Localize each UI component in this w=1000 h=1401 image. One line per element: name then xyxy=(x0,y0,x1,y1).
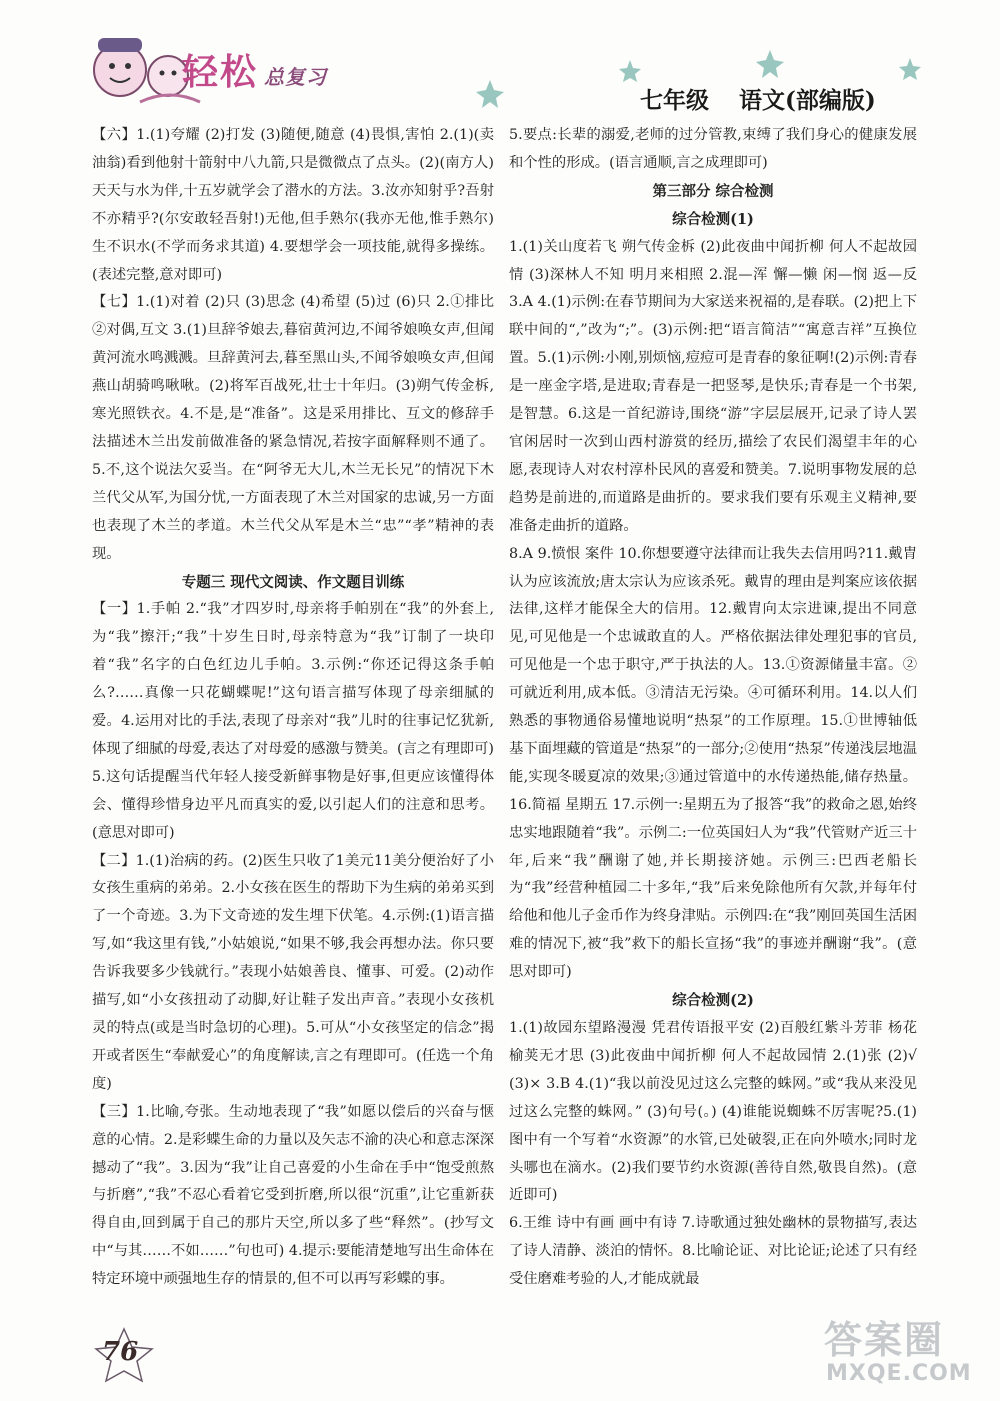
grade-subject-label: 七年级 语文(部编版) xyxy=(640,87,876,114)
answer-column-right xyxy=(509,122,917,1294)
logo-title: 轻松 总复习 xyxy=(182,51,328,93)
page-number-text: 76 xyxy=(102,1337,139,1367)
answer-block-2: 【二】1.(1)治病的药。(2)医生只收了1美元11美分便治好了小女孩生重病的弟弟。2.小女孩在医生的帮助下为生病的弟弟买到了一个奇迹。3.为下文奇迹的发生埋下伏笔。4.示例:(1)语言描写,如“我这里有钱,”小姑娘说,“如果不够,我会再想办法。你只要告诉我要多少钱就行。”表现小姑娘善良、懂事、可爱。(2)动作描写,如“小女孩扭动了动脚,好让鞋子发出声音。”表现小女孩机灵的特点(或是当时急切的心理)。5.可从“小女孩坚定的信念”揭开或者医生“奉献爱心”的角度解读,言之有理即可。(任选一个角度) xyxy=(92,852,494,1092)
watermark-logo xyxy=(820,1305,990,1395)
test2-answers-a: 1.(1)故园东望路漫漫 凭君传语报平安 (2)百般红紫斗芳菲 杨花榆荚无才思 (3)此夜曲中闻折柳 何人不起故园情 2.(1)张 (2)√ (3)× 3.B 4.(1)“我以前没见过这么完整的蛛网。”或“我从来没见过这么完整的蛛网。” (3)句号(。) (4)谁能说蜘蛛不厉害呢?5.(1)图中有一个写着“水资源”的水管,已处破裂,正在向外喷水;同时龙头哪也在滴水。(2)我们要节约水资源(善待自然,敬畏自然)。(意近即可) xyxy=(509,1020,917,1204)
test2-answers-b: 6.王维 诗中有画 画中有诗 7.诗歌通过独处幽林的景物描写,表达了诗人清静、淡泊的情怀。8.比喻论证、对比论证;论述了只有经受住磨难考验的人,才能成就最 xyxy=(509,1215,917,1288)
answer-block-6: 【六】1.(1)夸耀 (2)打发 (3)随便,随意 (4)畏惧,害怕 2.(1)(卖油翁)看到他射十箭射中八九箭,只是微微点了点头。(2)(南方人)天天与水为伴,十五岁就学会了潜水的方法。3.汝亦知射乎?吾射不亦精乎?(尔安敢轻吾射!)无他,但手熟尔(我亦无他,惟手熟尔) 生不识水(不学而务求其道) 4.要想学会一项技能,就得多操练。(表述完整,意对即可) xyxy=(92,127,494,283)
part-heading-3: 第三部分 综合检测 xyxy=(652,182,774,200)
watermark-text-top: 答案圈 xyxy=(824,1318,945,1362)
page-number xyxy=(90,1325,170,1385)
section-heading-test2: 综合检测(2) xyxy=(672,992,754,1010)
test1-answers-b: 8.A 9.愤恨 案件 10.你想要遵守法律而让我失去信用吗?11.戴胄认为应该流放;唐太宗认为应该杀死。戴胄的理由是判案应该依据法律,这样才能保全大的信用。12.戴胄向太宗进谏,提出不同意见,可见他是一个忠诚敢直的人。严格依据法律处理犯事的官员,可见他是一个忠于职守,严于执法的人。13.①资源储量丰富。②可就近利用,成本低。③清洁无污染。④可循环利用。14.以人们熟悉的事物通俗易懂地说明“热泵”的工作原理。15.①世博轴低基下面埋藏的管道是“热泵”的一部分;②使用“热泵”传递浅层地温能,实现冬暖夏凉的效果;③通过管道中的水传递热能,储存热量。16.简福 星期五 17.示例一:星期五为了报答“我”的救命之恩,始终忠实地跟随着“我”。示例二:一位英国妇人为“我”代管财产近三十年,后来“我”酬谢了她,并长期接济她。示例三:巴西老船长为“我”经营种植园二十多年,“我”后来免除他所有欠款,并每年付给他和他儿子金币作为终身津贴。示例四:在“我”刚回英国生活困难的情况下,被“我”救下的船长宣扬“我”的事迹并酬谢“我”。(意思对即可) xyxy=(509,545,917,981)
test1-answers-a: 1.(1)关山度若飞 朔气传金柝 (2)此夜曲中闻折柳 何人不起故园情 (3)深林人不知 明月来相照 2.混—浑 懈—懒 闲—悯 返—反 3.A 4.(1)示例:在春节期间为大家送来祝福的,是春联。(2)把上下联中间的“,”改为“;”。(3)示例:把“语言简洁”“寓意吉祥”互换位置。5.(1)示例:小刚,别烦恼,痘痘可是青春的象征啊!(2)示例:青春是一座金字塔,是进取;青春是一把竖琴,是快乐;青春是一个书架,是智慧。6.这是一首纪游诗,围绕“游”字层层展开,记录了诗人罢官闲居时一次到山西村游赏的经历,描绘了农民们渴望丰年的心愿,表现诗人对农村淳朴民风的喜爱和赞美。7.说明事物发展的总趋势是前进的,而道路是曲折的。要求我们要有乐观主义精神,要准备走曲折的道路。 xyxy=(509,238,917,534)
section-heading-test1: 综合检测(1) xyxy=(672,210,754,228)
answer-block-1: 【一】1.手帕 2.“我”才四岁时,母亲将手帕别在“我”的外套上,为“我”擦汗;“我”十岁生日时,母亲特意为“我”订制了一块印着“我”名字的白色红边儿手帕。3.示例:“你还记得这条手帕么?……真像一只花蝴蝶呢!”这句语言描写体现了母亲细腻的爱。4.运用对比的手法,表现了母亲对“我”儿时的往事记忆犹新,体现了细腻的母爱,表达了对母爱的感激与赞美。(言之有理即可) 5.这句话提醒当代年轻人接受新鲜事物是好事,但更应该懂得体会、懂得珍惜身边平凡而真实的爱,以引起人们的注意和思考。(意思对即可) xyxy=(92,601,494,841)
answer-block-7: 【七】1.(1)对着 (2)只 (3)思念 (4)希望 (5)过 (6)只 2.①排比 ②对偶,互文 3.(1)旦辞爷娘去,暮宿黄河边,不闻爷娘唤女声,但闻黄河流水鸣溅溅。旦辞黄河去,暮至黑山头,不闻爷娘唤女声,但闻燕山胡骑鸣啾啾。(2)将军百战死,壮士十年归。(3)朔气传金柝,寒光照铁衣。4.不是,是“准备”。这是采用排比、互文的修辞手法描述木兰出发前做准备的紧急情况,若按字面解释则不通了。5.不,这个说法欠妥当。在“阿爷无大儿,木兰无长兄”的情况下木兰代父从军,为国分忧,一方面表现了木兰对国家的忠诚,另一方面也表现了木兰的孝道。木兰代父从军是木兰“忠”“孝”精神的表现。 xyxy=(92,294,494,562)
page-header xyxy=(0,0,1000,120)
answer-block-3: 【三】1.比喻,夸张。生动地表现了“我”如愿以偿后的兴奋与惬意的心情。2.是彩蝶生命的力量以及矢志不渝的决心和意志深深撼动了“我”。3.因为“我”让自己喜爱的小生命在手中“饱受煎熬与折磨”,“我”不忍心看着它受到折磨,所以很“沉重”,让它重新获得自由,回到属于自己的那片天空,所以多了些“释然”。(抄写文中“与其……不如……”句也可) 4.提示:要能清楚地写出生命体在特定环境中顽强地生存的情景的,但不可以再写彩蝶的事。 xyxy=(92,1103,494,1288)
watermark-text-bottom: MXQE.COM xyxy=(826,1361,972,1386)
answer-column-left xyxy=(92,122,494,1294)
answer-block-continued: 5.要点:长辈的溺爱,老师的过分管教,束缚了我们身心的健康发展和个性的形成。(语言通顺,言之成理即可) xyxy=(509,127,917,171)
logo-subtitle: 总复习 xyxy=(264,65,328,89)
section-heading-topic3: 专题三 现代文阅读、作文题目训练 xyxy=(181,573,405,591)
